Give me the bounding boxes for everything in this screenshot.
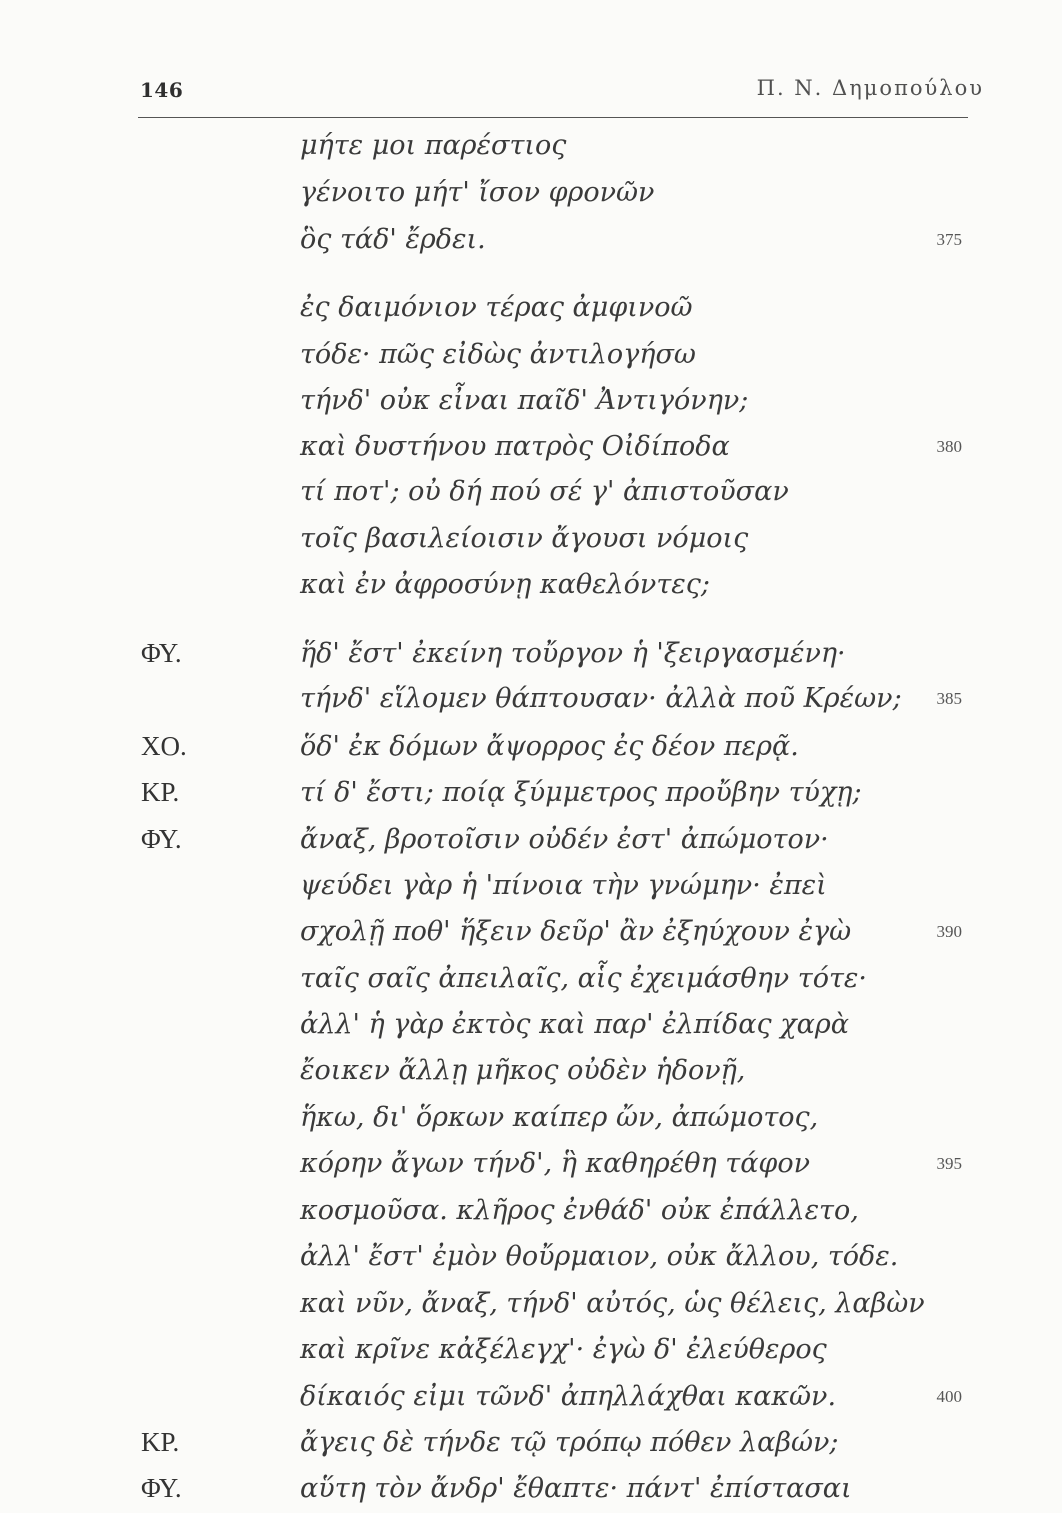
speaker-label: ΦΥ. — [141, 638, 182, 668]
verse-text-line: καὶ ἐν ἀφροσύνῃ καθελόντες; — [300, 569, 710, 600]
speaker-label: ΚΡ. — [141, 1427, 180, 1457]
verse-text-line: τί δ' ἔστι; ποίᾳ ξύμμετρος προὔβην τύχῃ; — [300, 777, 862, 808]
page-number: 146 — [140, 78, 184, 102]
verse-line — [0, 569, 1062, 609]
line-number: 390 — [936, 922, 962, 941]
verse-text-line: τί ποτ'; οὐ δή πού σέ γ' ἀπιστοῦσαν — [300, 476, 789, 507]
verse-text-line: ἐς δαιμόνιον τέρας ἀμφινοῶ — [300, 292, 693, 323]
verse-text-line: ὅδ' ἐκ δόμων ἄψορρος ἐς δέον περᾷ. — [300, 731, 799, 762]
verse-line — [0, 1241, 1062, 1281]
header-rule — [138, 117, 968, 118]
verse-line — [0, 1009, 1062, 1049]
verse-line — [0, 777, 1062, 817]
line-number: 400 — [936, 1387, 962, 1406]
verse-line — [0, 523, 1062, 563]
verse-text-line: ὃς τάδ' ἔρδει. — [300, 224, 486, 255]
verse-text-line: καὶ κρῖνε κἀξέλεγχ'· ἐγὼ δ' ἐλεύθερος — [300, 1334, 827, 1365]
verse-text-line: τόδε· πῶς εἰδὼς ἀντιλογήσω — [300, 339, 696, 370]
verse-line — [0, 731, 1062, 771]
verse-line — [0, 1334, 1062, 1374]
verse-line — [0, 1055, 1062, 1095]
verse-text-line: ψεύδει γὰρ ἡ 'πίνοια τὴν γνώμην· ἐπεὶ — [300, 870, 827, 901]
verse-line — [0, 1381, 1062, 1421]
verse-text-line: μήτε μοι παρέστιος — [300, 130, 567, 161]
verse-line — [0, 385, 1062, 425]
speaker-label: ΚΡ. — [141, 777, 180, 807]
verse-text-line: τήνδ' εἵλομεν θάπτουσαν· ἀλλὰ ποῦ Κρέων; — [300, 683, 902, 714]
verse-line — [0, 870, 1062, 910]
verse-line — [0, 224, 1062, 264]
verse-text-line: ἄγεις δὲ τήνδε τῷ τρόπῳ πόθεν λαβών; — [300, 1427, 839, 1458]
verse-text-line: γένοιτο μήτ' ἴσον φρονῶν — [300, 177, 655, 208]
verse-text-line: ἄναξ, βροτοῖσιν οὐδέν ἐστ' ἀπώμοτον· — [300, 824, 829, 855]
verse-line — [0, 1288, 1062, 1328]
verse-line — [0, 476, 1062, 516]
speaker-label: ΦΥ. — [141, 824, 182, 854]
verse-text-line: καὶ νῦν, ἄναξ, τήνδ' αὐτός, ὡς θέλεις, λαβὼν — [300, 1288, 925, 1319]
line-number: 395 — [936, 1154, 962, 1173]
verse-text-line: ἔοικεν ἄλλῃ μῆκος οὐδὲν ἡδονῇ, — [300, 1055, 746, 1086]
verse-text-line: ἀλλ' ἔστ' ἐμὸν θοὔρμαιον, οὐκ ἄλλου, τόδε. — [300, 1241, 899, 1272]
verse-text-line: αὕτη τὸν ἄνδρ' ἔθαπτε· πάντ' ἐπίστασαι — [300, 1473, 852, 1504]
verse-line — [0, 1148, 1062, 1188]
line-number: 385 — [936, 689, 962, 708]
running-head: Π. Ν. Δημοπούλου — [756, 76, 984, 100]
verse-text-line: καὶ δυστήνου πατρὸς Οἰδίποδα — [300, 431, 730, 462]
verse-line — [0, 339, 1062, 379]
verse-line — [0, 130, 1062, 170]
verse-text-line: δίκαιός εἰμι τῶνδ' ἀπηλλάχθαι κακῶν. — [300, 1381, 837, 1412]
verse-line — [0, 1473, 1062, 1513]
verse-text-line: ἥδ' ἔστ' ἐκείνη τοὔργον ἡ 'ξειργασμένη· — [300, 638, 846, 669]
verse-line — [0, 1427, 1062, 1467]
verse-text-line: τοῖς βασιλείοισιν ἄγουσι νόμοις — [300, 523, 749, 554]
verse-text-line: σχολῇ ποθ' ἥξειν δεῦρ' ἂν ἐξηύχουν ἐγὼ — [300, 916, 852, 947]
verse-line — [0, 638, 1062, 678]
verse-text-line: ἥκω, δι' ὅρκων καίπερ ὤν, ἀπώμοτος, — [300, 1102, 819, 1133]
verse-line — [0, 963, 1062, 1003]
speaker-label: ΧΟ. — [141, 731, 187, 761]
verse-line — [0, 177, 1062, 217]
verse-text-line: κοσμοῦσα. κλῆρος ἐνθάδ' οὐκ ἐπάλλετο, — [300, 1195, 859, 1226]
line-number: 380 — [936, 437, 962, 456]
verse-text-line: ἀλλ' ἡ γὰρ ἐκτὸς καὶ παρ' ἐλπίδας χαρὰ — [300, 1009, 849, 1040]
verse-line — [0, 1102, 1062, 1142]
verse-text-line: ταῖς σαῖς ἀπειλαῖς, αἷς ἐχειμάσθην τότε· — [300, 963, 867, 994]
verse-line — [0, 683, 1062, 723]
verse-line — [0, 1195, 1062, 1235]
verse-line — [0, 431, 1062, 471]
verse-text-line: κόρην ἄγων τήνδ', ἣ καθηρέθη τάφον — [300, 1148, 811, 1179]
speaker-label: ΦΥ. — [141, 1473, 182, 1503]
verse-line — [0, 292, 1062, 332]
verse-line — [0, 916, 1062, 956]
line-number: 375 — [936, 230, 962, 249]
verse-line — [0, 824, 1062, 864]
verse-text-line: τήνδ' οὐκ εἶναι παῖδ' Ἀντιγόνην; — [300, 385, 749, 416]
